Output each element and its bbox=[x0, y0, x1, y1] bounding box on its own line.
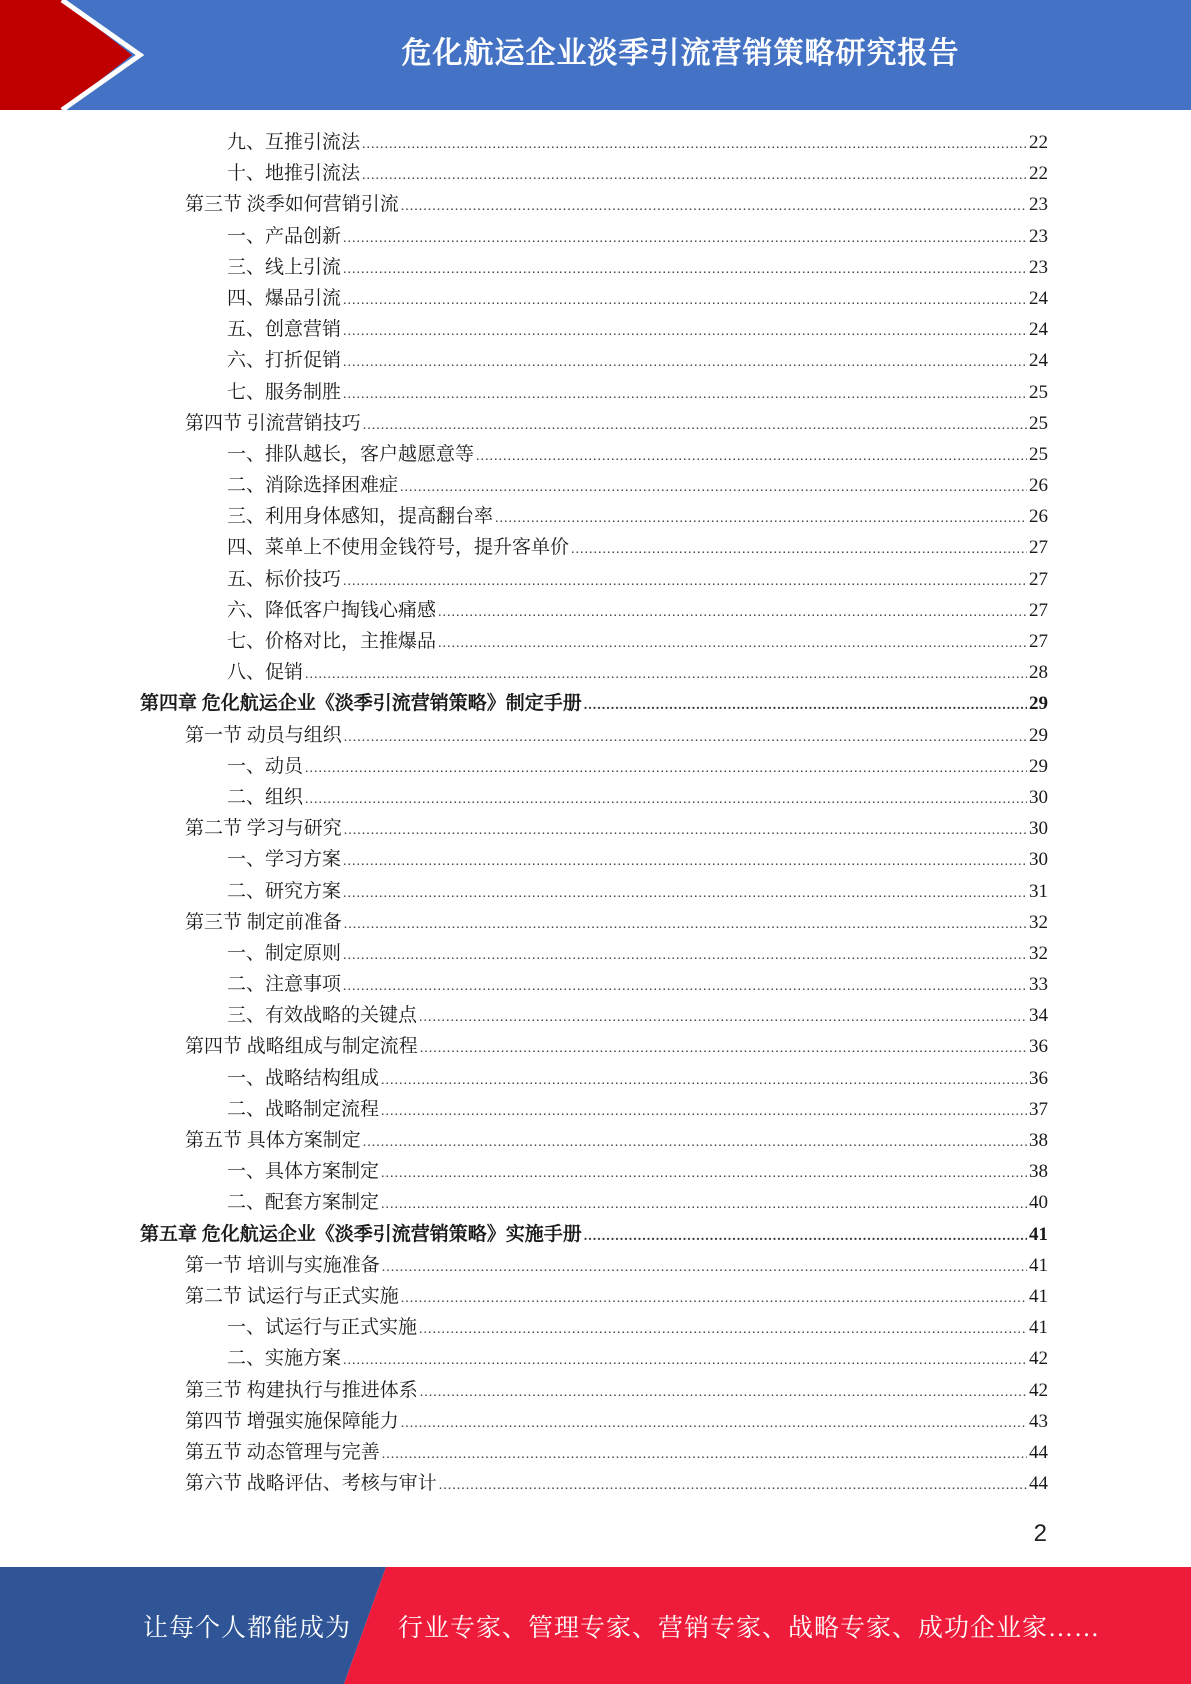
toc-subsection-entry[interactable] bbox=[140, 626, 1048, 657]
toc-dot-leader bbox=[400, 472, 1027, 503]
toc-dot-leader bbox=[584, 690, 1027, 721]
toc-dot-leader bbox=[495, 503, 1027, 534]
toc-subsection-entry[interactable] bbox=[140, 158, 1048, 189]
toc-section-entry[interactable] bbox=[140, 907, 1048, 938]
toc-entry-page: 38 bbox=[1029, 1130, 1048, 1151]
footer-band bbox=[0, 1567, 1191, 1684]
toc-entry-title: 二、消除选择困难症 bbox=[227, 475, 399, 497]
toc-entry-title: 第一节 动员与组织 bbox=[185, 724, 342, 746]
toc-subsection-entry[interactable] bbox=[140, 1312, 1048, 1343]
toc-entry-title: 三、有效战略的关键点 bbox=[227, 1005, 418, 1027]
toc-entry-title: 第三节 制定前准备 bbox=[185, 911, 342, 933]
toc-entry-title: 一、战略结构组成 bbox=[227, 1067, 380, 1089]
toc-dot-leader bbox=[343, 316, 1027, 347]
toc-subsection-entry[interactable] bbox=[140, 1156, 1048, 1187]
toc-entry-page: 31 bbox=[1029, 880, 1048, 902]
toc-entry-title: 第五节 动态管理与完善 bbox=[185, 1441, 380, 1463]
toc-entry-title: 第六节 战略评估、考核与审计 bbox=[185, 1473, 437, 1495]
toc-entry-title: 第三节 构建执行与推进体系 bbox=[185, 1379, 418, 1401]
toc-entry-title: 十、地推引流法 bbox=[227, 163, 361, 185]
toc-subsection-entry[interactable] bbox=[140, 252, 1048, 283]
toc-entry-page: 25 bbox=[1029, 443, 1048, 465]
page-number: 2 bbox=[1033, 1520, 1047, 1547]
toc-section-entry[interactable] bbox=[140, 1031, 1048, 1062]
toc-dot-leader bbox=[381, 1189, 1027, 1220]
toc-dot-leader bbox=[420, 1033, 1027, 1064]
toc-dot-leader bbox=[343, 846, 1027, 877]
toc-entry-title: 第二节 试运行与正式实施 bbox=[185, 1285, 399, 1307]
toc-entry-title: 第一节 培训与实施准备 bbox=[185, 1254, 380, 1276]
toc-entry-title: 第二节 学习与研究 bbox=[185, 818, 342, 840]
toc-entry-title: 三、线上引流 bbox=[227, 256, 342, 278]
toc-dot-leader bbox=[363, 410, 1027, 441]
toc-entry-page: 29 bbox=[1029, 755, 1048, 777]
toc-entry-page: 32 bbox=[1029, 942, 1048, 964]
toc-subsection-entry[interactable] bbox=[140, 501, 1048, 532]
toc-entry-page: 27 bbox=[1029, 568, 1048, 590]
toc-entry-page: 40 bbox=[1029, 1192, 1048, 1214]
toc-entry-page: 27 bbox=[1029, 599, 1048, 621]
toc-entry-page: 44 bbox=[1029, 1473, 1048, 1495]
toc-dot-leader bbox=[363, 1127, 1027, 1158]
toc-section-entry[interactable] bbox=[140, 1437, 1048, 1468]
toc-entry-page: 42 bbox=[1029, 1379, 1048, 1401]
toc-entry-page: 29 bbox=[1029, 693, 1048, 715]
toc-entry-page: 22 bbox=[1029, 132, 1048, 153]
toc-entry-title: 第五章 危化航运企业《淡季引流营销策略》实施手册 bbox=[140, 1223, 582, 1245]
toc-entry-page: 41 bbox=[1029, 1223, 1048, 1245]
toc-dot-leader bbox=[438, 628, 1027, 659]
toc-section-entry[interactable] bbox=[140, 408, 1048, 439]
toc-entry-title: 一、制定原则 bbox=[227, 942, 342, 964]
toc-entry-page: 24 bbox=[1029, 287, 1048, 309]
toc-entry-page: 25 bbox=[1029, 381, 1048, 403]
toc-entry-page: 23 bbox=[1029, 256, 1048, 278]
toc-entry-page: 30 bbox=[1029, 786, 1048, 808]
toc-dot-leader bbox=[382, 1252, 1027, 1283]
toc-entry-title: 第四节 战略组成与制定流程 bbox=[185, 1036, 418, 1058]
toc-dot-leader bbox=[343, 223, 1027, 254]
toc-entry-page: 30 bbox=[1029, 818, 1048, 840]
toc-entry-page: 22 bbox=[1029, 163, 1048, 185]
toc-dot-leader bbox=[401, 1283, 1027, 1314]
toc-dot-leader bbox=[584, 1221, 1027, 1252]
toc-entry-title: 九、互推引流法 bbox=[227, 132, 361, 153]
document-title: 危化航运企业淡季引流营销策略研究报告 bbox=[401, 36, 960, 71]
toc-dot-leader bbox=[344, 815, 1027, 846]
toc-dot-leader bbox=[420, 1377, 1027, 1408]
toc-subsection-entry[interactable] bbox=[140, 470, 1048, 501]
toc-entry-page: 29 bbox=[1029, 724, 1048, 746]
toc-section-entry[interactable] bbox=[140, 720, 1048, 751]
toc-subsection-entry[interactable] bbox=[140, 751, 1048, 782]
toc-section-entry[interactable] bbox=[140, 813, 1048, 844]
toc-entry-page: 23 bbox=[1029, 225, 1048, 247]
toc-entry-page: 37 bbox=[1029, 1098, 1048, 1120]
toc-dot-leader bbox=[439, 1470, 1027, 1501]
toc-subsection-entry[interactable] bbox=[140, 595, 1048, 626]
toc-subsection-entry[interactable] bbox=[140, 564, 1048, 595]
toc-entry-title: 四、爆品引流 bbox=[227, 287, 342, 309]
toc-entry-title: 一、学习方案 bbox=[227, 849, 342, 871]
toc-entry-title: 一、具体方案制定 bbox=[227, 1161, 380, 1183]
toc-entry-title: 二、注意事项 bbox=[227, 974, 342, 996]
toc-dot-leader bbox=[438, 597, 1027, 628]
toc-entry-title: 七、服务制胜 bbox=[227, 381, 342, 403]
toc-section-entry[interactable] bbox=[140, 1375, 1048, 1406]
toc-section-entry[interactable] bbox=[140, 1125, 1048, 1156]
toc-subsection-entry[interactable] bbox=[140, 345, 1048, 376]
toc-dot-leader bbox=[476, 441, 1027, 472]
toc-dot-leader bbox=[381, 1096, 1027, 1127]
toc-dot-leader bbox=[343, 347, 1027, 378]
toc-entry-title: 八、促销 bbox=[227, 662, 304, 684]
toc-subsection-entry[interactable] bbox=[140, 876, 1048, 907]
toc-dot-leader bbox=[344, 722, 1027, 753]
toc-entry-title: 一、试运行与正式实施 bbox=[227, 1317, 418, 1339]
toc-entry-title: 五、创意营销 bbox=[227, 319, 342, 341]
toc-dot-leader bbox=[362, 160, 1027, 191]
toc-entry-title: 第四节 引流营销技巧 bbox=[185, 412, 361, 434]
footer-slogan-left: 让每个人都能成为 bbox=[143, 1614, 352, 1642]
toc-section-entry[interactable] bbox=[140, 1281, 1048, 1312]
toc-entry-title: 第四章 危化航运企业《淡季引流营销策略》制定手册 bbox=[140, 693, 582, 715]
toc-subsection-entry[interactable] bbox=[140, 221, 1048, 252]
toc-entry-title: 第五节 具体方案制定 bbox=[185, 1130, 361, 1151]
toc-dot-leader bbox=[343, 1345, 1027, 1376]
toc-entry-page: 42 bbox=[1029, 1348, 1048, 1370]
toc-subsection-entry[interactable] bbox=[140, 782, 1048, 813]
toc-entry-page: 41 bbox=[1029, 1317, 1048, 1339]
toc-subsection-entry[interactable] bbox=[140, 1187, 1048, 1218]
toc-dot-leader bbox=[344, 909, 1027, 940]
toc-entry-title: 七、价格对比，主推爆品 bbox=[227, 631, 437, 652]
toc-section-entry[interactable] bbox=[140, 1406, 1048, 1437]
toc-subsection-entry[interactable] bbox=[140, 314, 1048, 345]
toc-dot-leader bbox=[382, 1439, 1027, 1470]
toc-section-entry[interactable] bbox=[140, 189, 1048, 220]
toc-entry-page: 41 bbox=[1029, 1285, 1048, 1307]
toc-subsection-entry[interactable] bbox=[140, 377, 1048, 408]
toc-entry-page: 27 bbox=[1029, 631, 1048, 652]
toc-dot-leader bbox=[343, 940, 1027, 971]
toc-entry-title: 三、利用身体感知，提高翻台率 bbox=[227, 506, 494, 528]
toc-entry-page: 43 bbox=[1029, 1410, 1048, 1432]
toc-dot-leader bbox=[362, 129, 1027, 160]
toc-entry-title: 五、标价技巧 bbox=[227, 568, 342, 590]
toc-entry-title: 二、组织 bbox=[227, 786, 304, 808]
toc-dot-leader bbox=[343, 878, 1027, 909]
toc-subsection-entry[interactable] bbox=[140, 1000, 1048, 1031]
toc-entry-title: 二、研究方案 bbox=[227, 880, 342, 902]
toc-entry-title: 六、降低客户掏钱心痛感 bbox=[227, 599, 437, 621]
toc-entry-page: 25 bbox=[1029, 412, 1048, 434]
toc-chapter-entry[interactable] bbox=[140, 1219, 1048, 1250]
toc-dot-leader bbox=[419, 1002, 1027, 1033]
toc-entry-title: 四、菜单上不使用金钱符号，提升客单价 bbox=[227, 537, 570, 559]
toc-entry-page: 27 bbox=[1029, 537, 1048, 559]
toc-entry-page: 26 bbox=[1029, 475, 1048, 497]
toc-entry-page: 33 bbox=[1029, 974, 1048, 996]
toc-entry-page: 28 bbox=[1029, 662, 1048, 684]
toc-subsection-entry[interactable] bbox=[140, 1063, 1048, 1094]
toc-subsection-entry[interactable] bbox=[140, 439, 1048, 470]
toc-entry-title: 二、配套方案制定 bbox=[227, 1192, 380, 1214]
toc-dot-leader bbox=[571, 534, 1027, 565]
toc-entry-title: 第四节 增强实施保障能力 bbox=[185, 1410, 399, 1432]
toc-subsection-entry[interactable] bbox=[140, 657, 1048, 688]
toc-entry-page: 24 bbox=[1029, 350, 1048, 372]
toc-entry-title: 六、打折促销 bbox=[227, 350, 342, 372]
toc-dot-leader bbox=[401, 191, 1027, 222]
toc-chapter-entry[interactable] bbox=[140, 688, 1048, 719]
table-of-contents bbox=[140, 127, 1048, 1499]
toc-dot-leader bbox=[381, 1158, 1027, 1189]
toc-section-entry[interactable] bbox=[140, 1250, 1048, 1281]
toc-subsection-entry[interactable] bbox=[140, 127, 1048, 158]
toc-entry-page: 36 bbox=[1029, 1067, 1048, 1089]
header-band bbox=[0, 0, 1191, 110]
toc-subsection-entry[interactable] bbox=[140, 532, 1048, 563]
toc-entry-page: 30 bbox=[1029, 849, 1048, 871]
toc-dot-leader bbox=[343, 971, 1027, 1002]
toc-dot-leader bbox=[305, 784, 1027, 815]
footer-slogan-right: 行业专家、管理专家、营销专家、战略专家、成功企业家…… bbox=[398, 1614, 1101, 1642]
toc-entry-page: 24 bbox=[1029, 319, 1048, 341]
toc-subsection-entry[interactable] bbox=[140, 1343, 1048, 1374]
toc-entry-page: 38 bbox=[1029, 1161, 1048, 1183]
toc-entry-page: 41 bbox=[1029, 1254, 1048, 1276]
toc-subsection-entry[interactable] bbox=[140, 844, 1048, 875]
toc-subsection-entry[interactable] bbox=[140, 1094, 1048, 1125]
toc-entry-title: 一、动员 bbox=[227, 755, 304, 777]
toc-section-entry[interactable] bbox=[140, 1468, 1048, 1499]
toc-subsection-entry[interactable] bbox=[140, 969, 1048, 1000]
chevron-arrow-icon bbox=[0, 0, 160, 110]
toc-dot-leader bbox=[305, 753, 1027, 784]
toc-entry-title: 二、战略制定流程 bbox=[227, 1098, 380, 1120]
toc-entry-title: 一、产品创新 bbox=[227, 225, 342, 247]
toc-dot-leader bbox=[343, 285, 1027, 316]
toc-dot-leader bbox=[343, 254, 1027, 285]
toc-entry-title: 二、实施方案 bbox=[227, 1348, 342, 1370]
toc-entry-page: 26 bbox=[1029, 506, 1048, 528]
toc-entry-page: 36 bbox=[1029, 1036, 1048, 1058]
toc-entry-page: 44 bbox=[1029, 1441, 1048, 1463]
toc-entry-page: 32 bbox=[1029, 911, 1048, 933]
toc-entry-title: 第三节 淡季如何营销引流 bbox=[185, 194, 399, 216]
toc-dot-leader bbox=[343, 379, 1027, 410]
toc-dot-leader bbox=[381, 1065, 1027, 1096]
toc-entry-page: 23 bbox=[1029, 194, 1048, 216]
toc-subsection-entry[interactable] bbox=[140, 938, 1048, 969]
toc-entry-page: 34 bbox=[1029, 1005, 1048, 1027]
toc-dot-leader bbox=[401, 1408, 1027, 1439]
toc-dot-leader bbox=[419, 1314, 1027, 1345]
toc-dot-leader bbox=[343, 566, 1027, 597]
toc-entry-title: 一、排队越长，客户越愿意等 bbox=[227, 443, 475, 465]
toc-dot-leader bbox=[305, 659, 1027, 690]
toc-subsection-entry[interactable] bbox=[140, 283, 1048, 314]
